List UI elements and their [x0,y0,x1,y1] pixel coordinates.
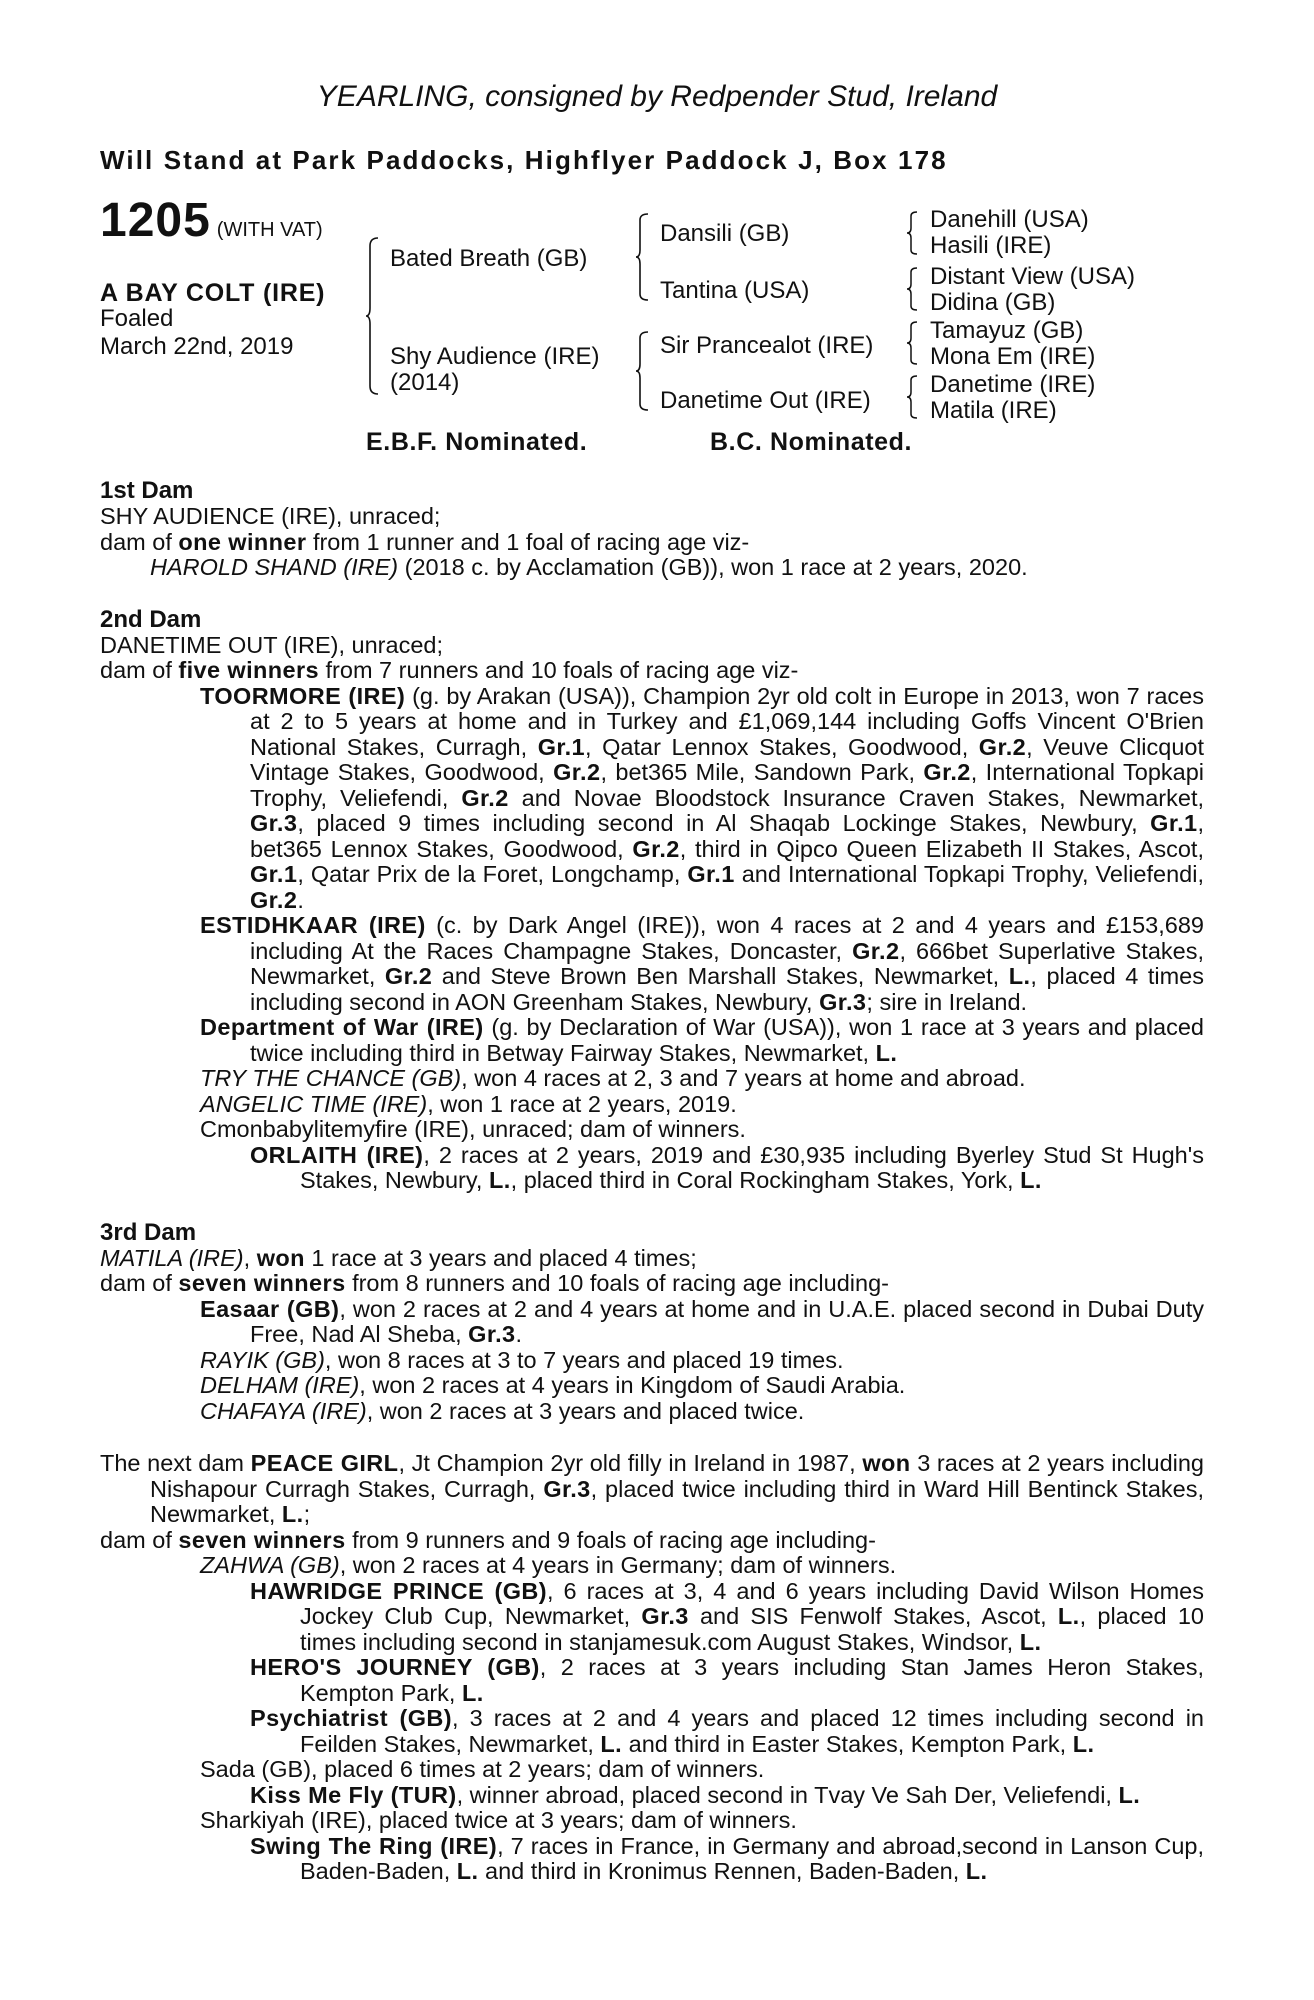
granddam-6: Mona Em (IRE) [930,343,1096,370]
second-dam-progeny-angelic-time: ANGELIC TIME (IRE), won 1 race at 2 years, 2019. [200,1090,737,1117]
second-dam-produce-summary: dam of five winners from 7 runners and 10 foals of racing age viz- [100,657,799,683]
dam-year: (2014) [390,369,460,396]
second-dam-progeny-toormore: TOORMORE (IRE) (g. by Arakan (USA)), Champion 2yr old colt in Europe in 2013, won 7 races at 2 to 5 years at home and in Turkey and £1,069,144 including Goffs Vincent O'Brien National Stakes, Curragh, Gr.1, Qatar Lennox Stakes, Goodwood, Gr.2, Veuve Clicquot Vintage Stakes, Goodwood, Gr.2, bet365 Mile, Sandown Park, Gr.2, International Topkapi Trophy, Veliefendi, Gr.2 and Novae Bloodstock Insurance Craven Stakes, Newmarket, Gr.3, placed 9 times including second in Al Shaqab Lockinge Stakes, Newbury, Gr.1, bet365 Lennox Stakes, Goodwood, Gr.2, third in Qipco Queen Elizabeth II Stakes, Ascot, Gr.1, Qatar Prix de la Foret, Longchamp, Gr.1 and International Topkapi Trophy, Veliefendi, Gr.2. [200,682,1205,913]
first-dam-line: SHY AUDIENCE (IRE), unraced; [100,503,441,529]
lot-number-block [100,194,323,247]
next-dam-progeny-zahwa: ZAHWA (GB), won 2 races at 4 years in Germany; dam of winners. [200,1552,897,1578]
pedigree-brace-dam [636,330,650,412]
foaled-block [100,305,293,361]
next-dam-progeny-sharkiyah: Sharkiyah (IRE), placed twice at 3 years; dam of winners. [200,1807,797,1833]
third-dam-progeny-chafaya: CHAFAYA (IRE), won 2 races at 3 years and placed twice. [200,1397,805,1424]
pedigree-brace-g3 [907,320,919,366]
third-dam-progeny-rayik: RAYIK (GB), won 8 races at 3 to 7 years and placed 19 times. [200,1346,844,1373]
next-dam-grandprogeny-hawridge-prince: HAWRIDGE PRINCE (GB), 6 races at 3, 4 and 6 years including David Wilson Homes Jockey Club Cup, Newmarket, Gr.3 and SIS Fenwolf Stakes, Ascot, L., placed 10 times including second in stanjamesuk.com August Stakes, Windsor, L. [250,1577,1204,1655]
third-dam-title: 3rd Dam [100,1218,197,1246]
third-dam-progeny-delham: DELHAM (IRE), won 2 races at 4 years in Kingdom of Saudi Arabia. [200,1372,906,1398]
next-dam-produce-summary: dam of seven winners from 9 runners and 9 foals of racing age including- [100,1526,876,1553]
first-dam-title: 1st Dam [100,477,194,504]
lot-number: 1205 [100,194,211,247]
second-dam-progeny-department-of-war: Department of War (IRE) (g. by Declaration of War (USA)), won 1 race at 3 years and placed twice including third in Betway Fairway Stakes, Newmarket, L. [200,1014,1204,1066]
stable-location: Will Stand at Park Paddocks, Highflyer Paddock J, Box 178 [100,145,948,175]
second-dam-grandprogeny-orlaith: ORLAITH (IRE), 2 races at 2 years, 2019 and £30,935 including Byerley Stud St Hugh's Stakes, Newbury, L., placed third in Coral Rockingham Stakes, York, L. [250,1141,1204,1193]
pedigree-brace-g2 [907,266,919,312]
spacer [100,581,1204,607]
spacer [100,1194,1204,1220]
sire-name: Bated Breath (GB) [390,245,588,272]
horse-description: A BAY COLT (IRE) [100,279,326,307]
foaled-label: Foaled [100,305,174,332]
spacer [100,1424,1204,1451]
grandsire-5: Tamayuz (GB) [930,317,1084,344]
second-dam-progeny-try-the-chance: TRY THE CHANCE (GB), won 4 races at 2, 3 and 7 years at home and abroad. [200,1065,1026,1091]
foaled-date: March 22nd, 2019 [100,333,294,360]
granddam-4: Didina (GB) [930,289,1056,316]
next-dam-grandprogeny-kiss-me-fly: Kiss Me Fly (TUR), winner abroad, placed second in Tvay Ve Sah Der, Veliefendi, L. [250,1781,1141,1808]
sire-dam-name: Tantina (USA) [660,277,810,304]
second-dam-title: 2nd Dam [100,605,202,633]
catalogue-body [100,478,1204,1885]
pedigree-brace-main [366,236,380,396]
granddam-2: Hasili (IRE) [930,232,1052,259]
dam-sire-name: Sir Prancealot (IRE) [660,332,874,359]
grandsire-3: Distant View (USA) [930,263,1135,290]
next-dam-grandprogeny-heros-journey: HERO'S JOURNEY (GB), 2 races at 3 years including Stan James Heron Stakes, Kempton Park, L. [250,1654,1205,1706]
third-dam-progeny-easaar: Easaar (GB), won 2 races at 2 and 4 years at home and in U.A.E. placed second in Dubai Duty Free, Nad Al Sheba, Gr.3. [200,1295,1204,1347]
dam-dam-name: Danetime Out (IRE) [660,387,871,414]
third-dam-produce-summary: dam of seven winners from 8 runners and 10 foals of racing age including- [100,1270,889,1296]
pedigree-brace-sire [636,212,650,302]
bc-nomination: B.C. Nominated. [710,428,913,456]
third-dam-line: MATILA (IRE), won 1 race at 3 years and placed 4 times; [100,1244,697,1271]
ebf-nomination: E.B.F. Nominated. [366,428,588,456]
grandsire-1: Danehill (USA) [930,206,1089,233]
first-dam-produce-summary: dam of one winner from 1 runner and 1 foal of racing age viz- [100,528,750,555]
sire-sire-name: Dansili (GB) [660,220,790,247]
granddam-8: Matila (IRE) [930,397,1057,424]
next-dam-progeny-sada: Sada (GB), placed 6 times at 2 years; dam of winners. [200,1756,765,1782]
pedigree-brace-g4 [907,374,919,420]
pedigree-brace-g1 [907,210,919,256]
second-dam-progeny-cmonbabylitemyfire: Cmonbabylitemyfire (IRE), unraced; dam of winners. [200,1116,746,1142]
second-dam-progeny-estidhkaar: ESTIDHKAAR (IRE) (c. by Dark Angel (IRE)), won 4 races at 2 and 4 years and £153,689 including At the Races Champagne Stakes, Doncaster, Gr.2, 666bet Superlative Stakes, Newmarket, Gr.2 and Steve Brown Ben Marshall Stakes, Newmarket, L., placed 4 times including second in AON Greenham Stakes, Newbury, Gr.3; sire in Ireland. [200,912,1204,1015]
first-dam-progeny-1: HAROLD SHAND (IRE) (2018 c. by Acclamation (GB)), won 1 race at 2 years, 2020. [150,554,1028,580]
next-dam-grandprogeny-psychiatrist: Psychiatrist (GB), 3 races at 2 and 4 years and placed 12 times including second in Feilden Stakes, Newmarket, L. and third in Easter Stakes, Kempton Park, L. [250,1705,1204,1757]
next-dam-grandprogeny-swing-the-ring: Swing The Ring (IRE), 7 races in France, in Germany and abroad,second in Lanson Cup, Baden-Baden, L. and third in Kronimus Rennen, Baden-Baden, L. [250,1832,1204,1884]
dam-name: Shy Audience (IRE) [390,343,600,370]
consignor-subtitle: YEARLING, consigned by Redpender Stud, Ireland [316,80,998,113]
next-dam-line: The next dam PEACE GIRL, Jt Champion 2yr old filly in Ireland in 1987, won 3 races at 2 years including Nishapour Curragh Stakes, Curragh, Gr.3, placed twice including third in Ward Hill Bentinck Stakes, Newmarket, L.; [100,1450,1204,1527]
second-dam-line: DANETIME OUT (IRE), unraced; [100,631,443,658]
vat-note: (WITH VAT) [216,219,323,241]
grandsire-7: Danetime (IRE) [930,371,1096,398]
